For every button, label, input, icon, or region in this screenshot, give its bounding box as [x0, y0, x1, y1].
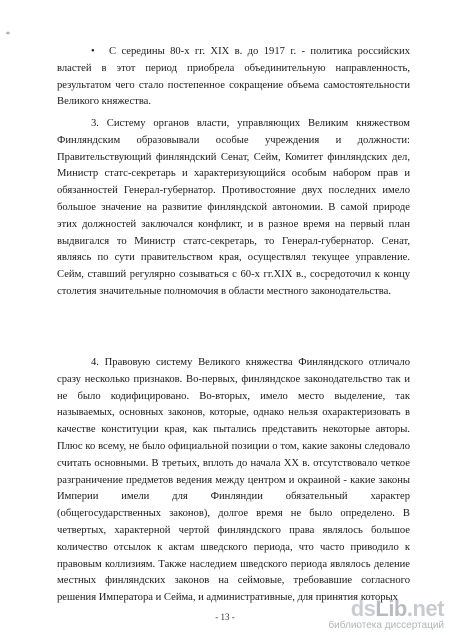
paragraph-text: 3. Систему органов власти, управляющих Великим княжеством Финляндским образовывали особые учреждения и должности: Правительствующий финляндский Сенат, Сейм, Комитет финляндских дел, Министр статс-секретарь и характеризующийся особым набором прав и обязанностей Генерал-губернатор. Противостояние двух последних имело большое значение на развитие финляндской автономии. В самой природе этих должностей заключался конфликт, и в разное время на первый план выдвигался то Министр статс-секретарь, то Генерал-губернатор. Сенат, являясь по сути правительством края, осуществлял текущее управление. Сейм, ставший регулярно созываться с 60-х гг.XIX в., сосредоточил к концу столетия значительные полномочия в области местного законодательства. [57, 118, 410, 297]
bullet-icon: • [91, 46, 95, 57]
paragraph-3 [57, 355, 410, 607]
logo-text: dsLib.net [350, 596, 444, 621]
corner-mark: * [6, 30, 10, 39]
logo-caption: библиотека диссертаций [328, 620, 444, 631]
watermark-logo [328, 598, 444, 631]
page-number: - 13 - [215, 612, 235, 622]
paragraph-text: С середины 80-х гг. XIX в. до 1917 г. - политика российских властей в этот период приобрела объединительную направленность, результатом чего стало постепенное сокращение объема самостоятельности Великого княжества. [57, 46, 410, 108]
paragraph-1 [57, 44, 410, 111]
paragraph-2 [57, 116, 410, 301]
paragraph-text: 4. Правовую систему Великого княжества Финляндского отличало сразу несколько признаков. Во-первых, финляндское законодательство так и не было кодифицировано. Во-вторых, имело место выделение, так называемых, основных законов, которые, однако нельзя охарактеризовать в качестве конституции края, как пытались представить некоторые авторы. Плюс ко всему, не было официальной позиции о том, какие законы следовало считать основными. В третьих, вплоть до начала XX в. отсутствовало четкое разграничение предметов ведения между центром и окраиной - какие законы Империи имели для Финляндии обязательный характер (общегосударственных законов), долгое время не было определено. В четвертых, характерной чертой финляндского права являлось большое количество отсылок к актам шведского периода, что часто приводило к правовым коллизиям. Также наследием шведского периода являлось деление местных финляндских законов на сеймовые, требовавшие согласного решения Императора и Сейма, и административные, для принятия которых [57, 357, 410, 604]
watermark [328, 598, 444, 631]
